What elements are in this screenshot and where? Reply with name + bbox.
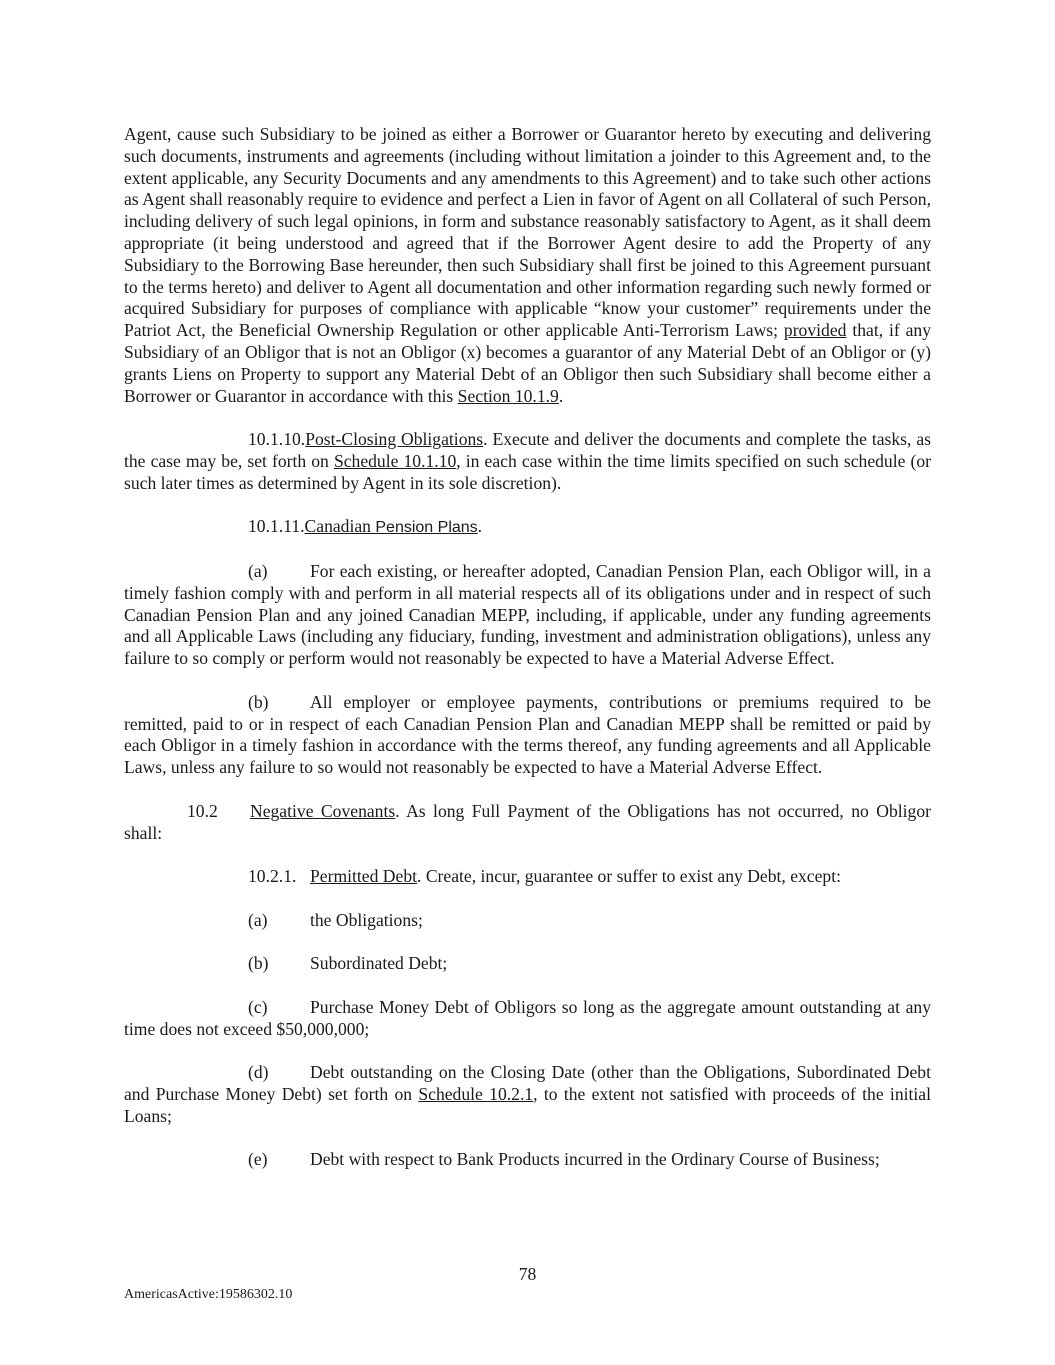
clause-label: (b) bbox=[248, 953, 269, 974]
clause-10-2-1-b: (b) Subordinated Debt; bbox=[248, 953, 448, 974]
clause-10-1-11-b: (b) All employer or employee payments, contributions or premiums required to be remitted, paid to or in respect of each Canadian Pension Plan and Canadian MEPP shall be remitted or paid by each Obligor in a timely fashion in accordance with the terms thereof, any funding agreements and all Applicable Laws, unless any failure to so would not reasonably be expected to have a Material Adverse Effect. bbox=[124, 691, 931, 778]
section-number: 10.2 bbox=[187, 800, 218, 821]
clause-label: (e) bbox=[248, 1149, 268, 1170]
schedule-reference: Schedule 10.1.10 bbox=[333, 450, 457, 471]
document-id: AmericasActive:19586302.10 bbox=[124, 1287, 293, 1302]
section-number: 10.2.1. bbox=[248, 866, 297, 887]
section-10-2-1: 10.2.1. Permitted Debt. Create, incur, guarantee or suffer to exist any Debt, except: bbox=[248, 866, 842, 887]
section-heading: Permitted Debt bbox=[310, 866, 418, 887]
section-heading: Post-Closing Obligations bbox=[305, 429, 484, 450]
section-reference: Section 10.1.9 bbox=[457, 385, 559, 406]
page-number: 78 bbox=[518, 1264, 537, 1284]
clause-label: (a) bbox=[248, 560, 268, 581]
clause-10-2-1-a: (a) the Obligations; bbox=[248, 909, 423, 930]
section-10-1-10: 10.1.10.Post-Closing Obligations. Execute and deliver the documents and complete the tasks, as the case may be, set forth on Schedule 10.1.10, in each case within the time limits specified on such schedule (or such later times as determined by Agent in its sole discretion). bbox=[124, 429, 932, 493]
clause-10-2-1-d: (d) Debt outstanding on the Closing Date (other than the Obligations, Subordinated Debt and Purchase Money Debt) set forth on Schedule 10.2.1, to the extent not satisfied with proceeds of the initial Loans; bbox=[124, 1062, 931, 1126]
schedule-reference: Schedule 10.2.1 bbox=[418, 1084, 534, 1105]
section-number: 10.1.11. bbox=[248, 516, 305, 537]
section-heading: Canadian Pension Plans bbox=[304, 516, 478, 537]
section-10-1-11: 10.1.11.Canadian Pension Plans. bbox=[248, 516, 483, 537]
section-heading: Negative Covenants bbox=[250, 800, 396, 821]
clause-10-1-11-a: (a) For each existing, or hereafter adopted, Canadian Pension Plan, each Obligor will, in a timely fashion comply with and perform in all material respects all of its obligations under and in respect of such Canadian Pension Plan and any joined Canadian MEPP, including, if applicable, under any funding agreements and all Applicable Laws (including any fiduciary, funding, investment and administration obligations), unless any failure to so comply or perform would not reasonably be expected to have a Material Adverse Effect. bbox=[124, 560, 931, 669]
clause-10-2-1-e: (e) Debt with respect to Bank Products incurred in the Ordinary Course of Business; bbox=[248, 1149, 880, 1170]
section-10-2: 10.2 Negative Covenants. As long Full Payment of the Obligations has not occurred, no Obligor shall: bbox=[124, 800, 931, 843]
clause-label: (b) bbox=[248, 691, 269, 712]
clause-label: (d) bbox=[248, 1062, 269, 1083]
document-body bbox=[124, 124, 931, 1193]
clause-10-2-1-c: (c) Purchase Money Debt of Obligors so long as the aggregate amount outstanding at any time does not exceed $50,000,000; bbox=[124, 996, 931, 1039]
paragraph-subsidiary-joinder: Agent, cause such Subsidiary to be joined as either a Borrower or Guarantor hereto by executing and delivering such documents, instruments and agreements (including without limitation a joinder to this Agreement and, to the extent applicable, any Security Documents and any amendments to this Agreement) and to take such other actions as Agent shall reasonably require to evidence and perfect a Lien in favor of Agent on all Collateral of such Person, including delivery of such legal opinions, in form and substance reasonably satisfactory to Agent, as it shall deem appropriate (it being understood and agreed that if the Borrower Agent desire to add the Property of any Subsidiary to the Borrowing Base hereunder, then such Subsidiary shall first be joined to this Agreement pursuant to the terms hereto) and deliver to Agent all documentation and other information regarding such newly formed or acquired Subsidiary for purposes of compliance with applicable “know your customer” requirements under the Patriot Act, the Beneficial Ownership Regulation or other applicable Anti-Terrorism Laws; provided that, if any Subsidiary of an Obligor that is not an Obligor (x) becomes a guarantor of any Material Debt of an Obligor or (y) grants Liens on Property to support any Material Debt of an Obligor then such Subsidiary shall become either a Borrower or Guarantor in accordance with this Section 10.1.9. bbox=[124, 124, 931, 406]
clause-label: (c) bbox=[248, 996, 268, 1017]
section-number: 10.1.10. bbox=[248, 429, 306, 450]
clause-label: (a) bbox=[248, 909, 268, 930]
provided-term: provided bbox=[783, 320, 847, 341]
